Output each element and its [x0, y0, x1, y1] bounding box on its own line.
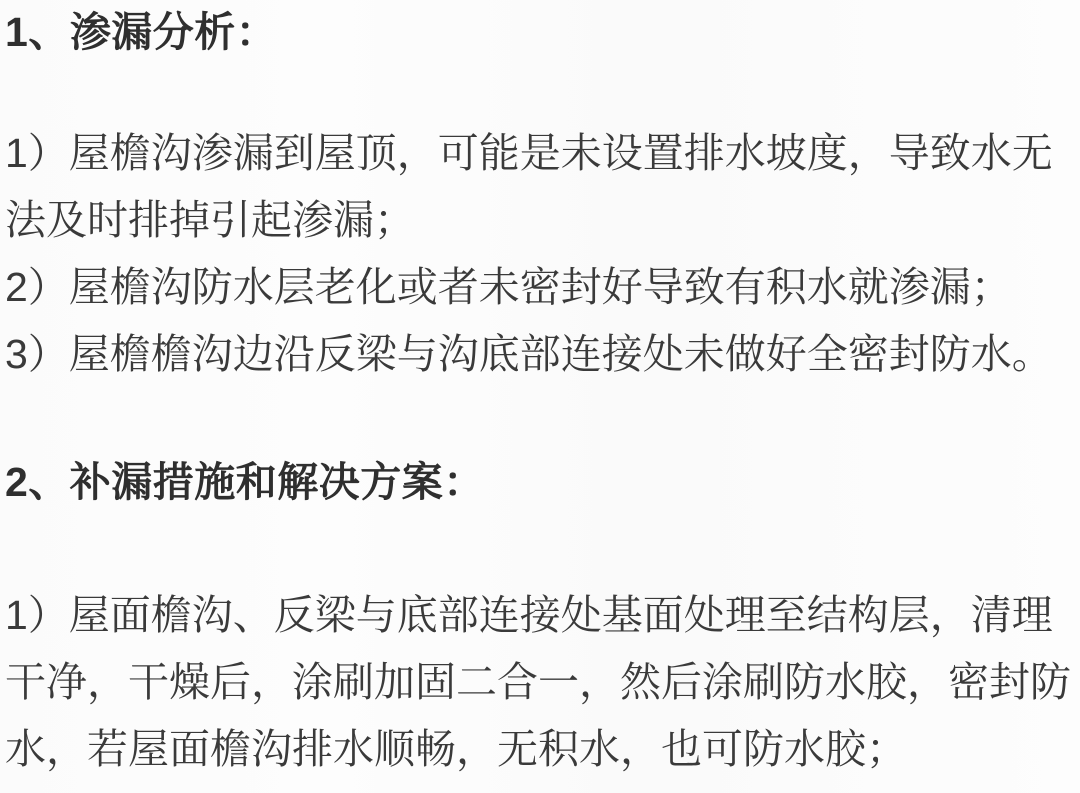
text-line: 2）屋檐沟防水层老化或者未密封好导致有积水就渗漏； — [5, 264, 1012, 310]
section-2-body — [5, 582, 1076, 783]
section-1-heading: 1、渗漏分析： — [5, 9, 278, 55]
section-1-body — [5, 120, 1076, 388]
text-line: 3）屋檐檐沟边沿反梁与沟底部连接处未做好全密封防水。 — [5, 331, 1053, 377]
section-2-heading: 2、补漏措施和解决方案： — [5, 459, 485, 505]
text-line: 水，若屋面檐沟排水顺畅，无积水，也可防水胶； — [5, 726, 907, 772]
text-line: 1）屋面檐沟、反梁与底部连接处基面处理至结构层，清理 — [5, 592, 1053, 638]
text-line: 干净，干燥后，涂刷加固二合一，然后涂刷防水胶，密封防 — [5, 659, 1071, 705]
text-line: 法及时排掉引起渗漏； — [5, 197, 415, 243]
text-line: 1）屋檐沟渗漏到屋顶，可能是未设置排水坡度，导致水无 — [5, 130, 1053, 176]
